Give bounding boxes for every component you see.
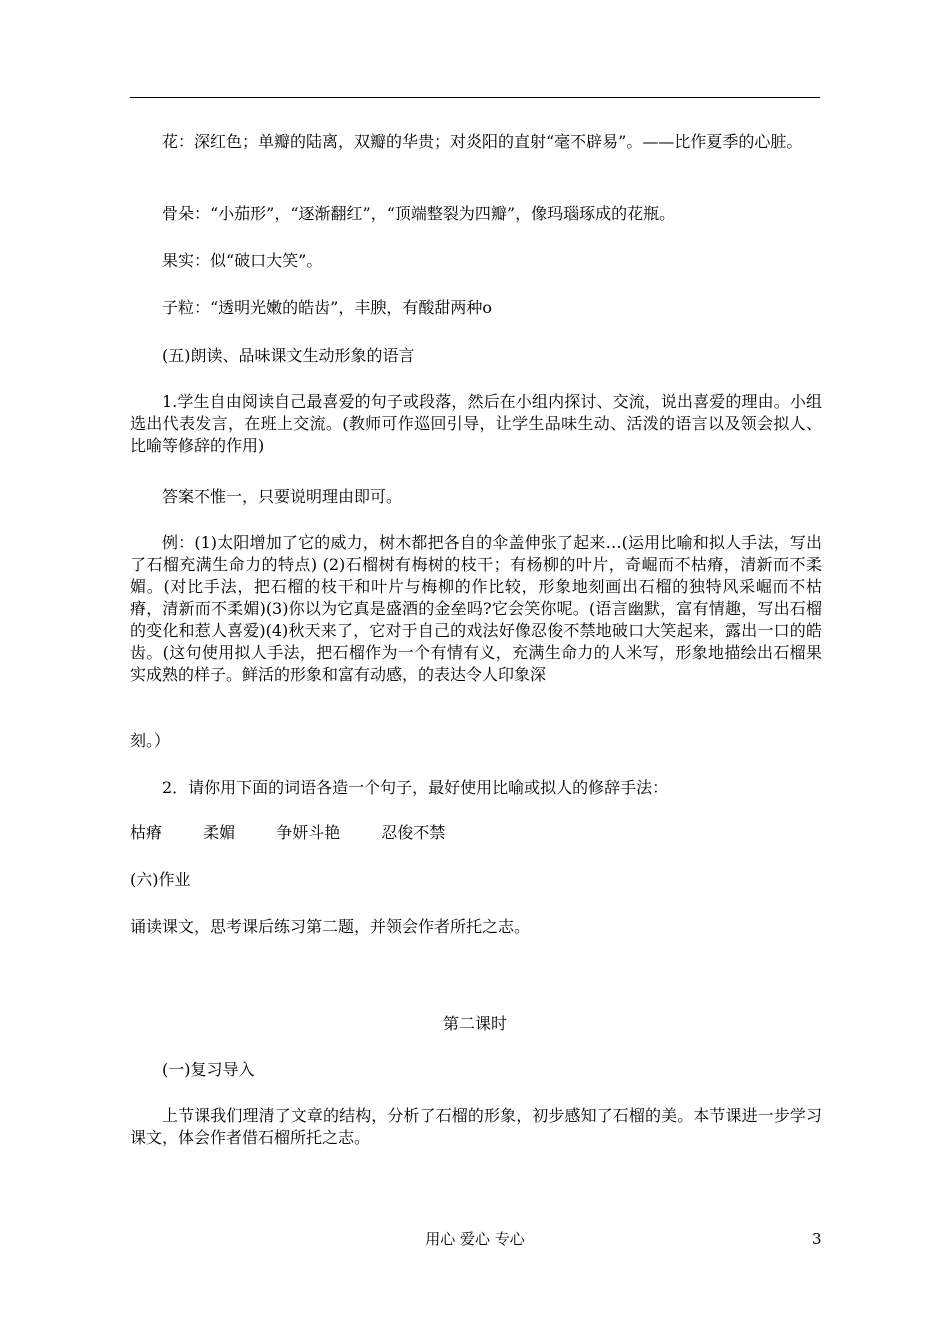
word-list xyxy=(130,822,481,844)
paragraph-flower: 花：深红色；单瓣的陆离，双瓣的华贵；对炎阳的直射“毫不辟易”。——比作夏季的心脏。 xyxy=(162,132,803,151)
page-number: 3 xyxy=(812,1230,822,1248)
paragraph-fruit: 果实：似“破口大笑”。 xyxy=(162,251,323,270)
paragraph-answer: 答案不惟一，只要说明理由即可。 xyxy=(162,487,403,506)
paragraph-homework: 诵读课文，思考课后练习第二题，并领会作者所托之志。 xyxy=(130,917,531,936)
lesson-title: 第二课时 xyxy=(442,1014,507,1033)
section-heading-5: (五)朗读、品味课文生动形象的语言 xyxy=(162,346,415,365)
word-item: 枯瘠 xyxy=(130,823,163,842)
word-item: 柔媚 xyxy=(203,823,236,842)
paragraph-item-2: 2．请你用下面的词语各造一个句子，最好使用比喻或拟人的修辞手法： xyxy=(162,778,669,797)
section-heading-review: (一)复习导入 xyxy=(162,1060,255,1079)
footer-motto: 用心 爱心 专心 xyxy=(425,1230,525,1248)
paragraph-seed: 子粒：“透明光嫩的皓齿”，丰腴，有酸甜两种o xyxy=(162,298,492,317)
paragraph-example-end: 刻。） xyxy=(130,731,171,750)
paragraph-bud: 骨朵：“小茄形”，“逐渐翻红”，“顶端整裂为四瓣”，像玛瑙琢成的花瓶。 xyxy=(162,204,676,223)
header-rule xyxy=(130,97,820,98)
section-heading-6: (六)作业 xyxy=(130,870,191,889)
paragraph-intro: 上节课我们理清了文章的结构，分析了石榴的形象，初步感知了石榴的美。本节课进一步学习课文，体会作者借石榴所托之志。 xyxy=(130,1106,822,1147)
word-item: 争妍斗艳 xyxy=(276,823,341,842)
paragraph-example: 例：(1)太阳增加了它的威力，树木都把各自的伞盖伸张了起来…(运用比喻和拟人手法，写出了石榴充满生命力的特点) (2)石榴树有梅树的枝干；有杨柳的叶片，奇崛而不枯瘠，清新而不柔媚。(对比手法，把石榴的枝干和叶片与梅柳的作比较，形象地刻画出石榴的独特风采崛而不枯瘠，清新而不柔媚)(3)你以为它真是盛酒的金垒吗?它会笑你呢。(语言幽默，富有情趣，写出石榴的变化和惹人喜爱)(4)秋天来了，它对于自己的戏法好像忍俊不禁地破口大笑起来，露出一口的皓齿。(这句使用拟人手法，把石榴作为一个有情有义，充满生命力的人米写，形象地描绘出石榴果实成熟的样子。鲜活的形象和富有动感，的表达令人印象深 xyxy=(130,533,822,684)
paragraph-item-1: 1.学生自由阅读自己最喜爱的句子或段落，然后在小组内探讨、交流，说出喜爱的理由。小组选出代表发言，在班上交流。(教师可作巡回引导，让学生品味生动、活泼的语言以及领会拟人、比喻等修辞的作用) xyxy=(130,392,822,455)
word-item: 忍俊不禁 xyxy=(381,823,446,842)
